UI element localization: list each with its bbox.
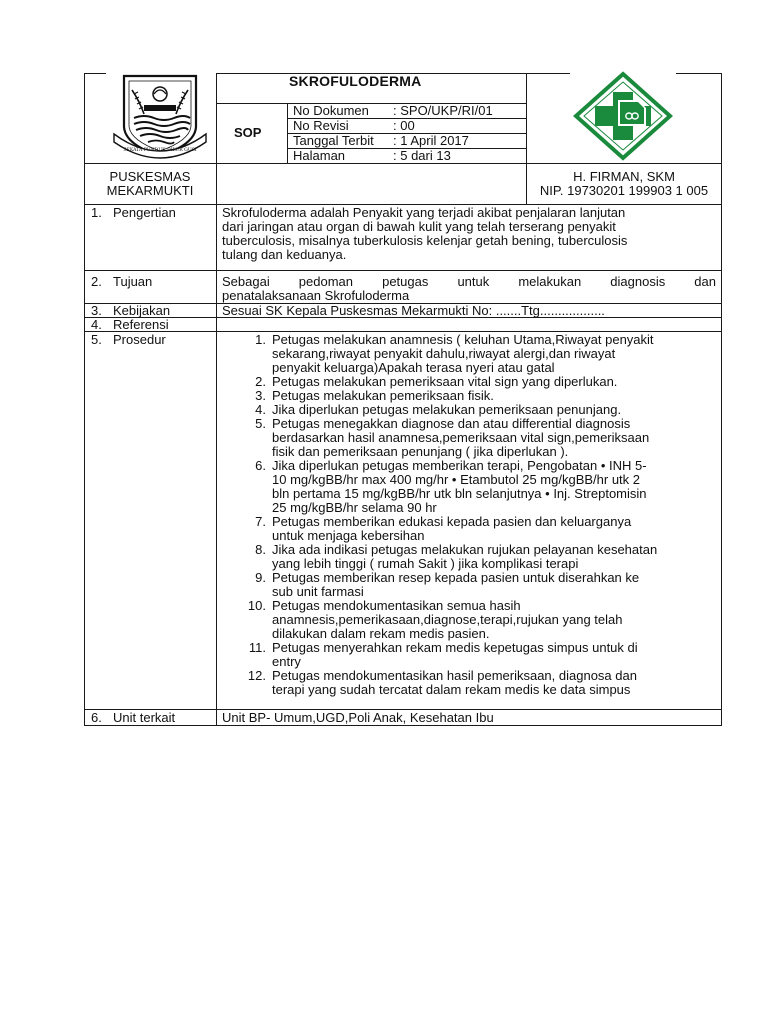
prosedur-item-num: 4. — [255, 402, 266, 417]
prosedur-item-text: Petugas memberikan resep kepada pasien untuk diserahkan ke sub unit farmasi — [272, 570, 640, 599]
revision-label: No Revisi — [293, 118, 349, 133]
prosedur-item-text: Petugas mendokumentasikan hasil pemeriksaan, diagnosa dan terapi yang sudah tercatat dalam rekam medis ke data simpus — [272, 668, 637, 697]
prosedur-item-text: Petugas menyerahkan rekam medis kepetugas simpus untuk di entry — [272, 640, 638, 669]
doc-number-value: : SPO/UKP/RI/01 — [393, 103, 493, 118]
prosedur-item — [240, 375, 720, 389]
issue-date-value: : 1 April 2017 — [393, 133, 469, 148]
prosedur-item-text: Jika diperlukan petugas melakukan pemeriksaan penunjang. — [272, 402, 622, 417]
row-pengertian-bottom — [84, 270, 722, 271]
tujuan-num: 2. — [91, 274, 102, 289]
prosedur-item-num: 3. — [255, 388, 266, 403]
prosedur-item — [240, 389, 720, 403]
unit-terkait-text: Unit BP- Umum,UGD,Poli Anak, Kesehatan Ibu — [222, 710, 494, 725]
prosedur-item-num: 12. — [247, 668, 266, 683]
signer-name: H. FIRMAN, SKM — [573, 169, 675, 184]
revision-value: : 00 — [393, 118, 415, 133]
prosedur-item — [240, 333, 720, 375]
pengertian-line: dari jaringan atau organ di bawah kulit yang telah terserang penyakit — [222, 219, 616, 234]
prosedur-item-text: Jika diperlukan petugas memberikan terapi, Pengobatan • INH 5- 10 mg/kgBB/hr max 400 mg/hr • Etambutol 25 mg/kgBB/hr utk 2 bln pertama 15 mg/kgBB/hr utk bln selanjutnya • Inj. Streptomisin 25 mg/kgBB/hr selama 90 hr — [272, 458, 647, 515]
prosedur-item-text: Petugas melakukan anamnesis ( keluhan Utama,Riwayat penyakit sekarang,riwayat penyakit dahulu,riwayat alergi,dan riwayat penyakit keluarga)Apakah terasa nyeri atau gatal — [272, 332, 654, 375]
kebijakan-label: Kebijakan — [113, 303, 171, 318]
puskesmas-cross-logo — [568, 70, 678, 162]
referensi-num: 4. — [91, 317, 102, 332]
prosedur-item-num: 9. — [255, 570, 266, 585]
table-top-border-right — [676, 73, 722, 74]
tujuan-line2: penatalaksanaan Skrofuloderma — [222, 288, 410, 303]
pengertian-line: tulang dan keduanya. — [222, 247, 347, 262]
prosedur-item — [240, 403, 720, 417]
prosedur-item-num: 7. — [255, 514, 266, 529]
pengertian-label: Pengertian — [113, 205, 176, 220]
sop-label: SOP — [234, 125, 262, 140]
prosedur-item-text: Petugas melakukan pemeriksaan vital sign yang diperlukan. — [272, 374, 618, 389]
puskesmas-name-line2: MEKARMUKTI — [106, 183, 194, 198]
page-value: : 5 dari 13 — [393, 148, 451, 163]
prosedur-item — [240, 571, 720, 599]
prosedur-label: Prosedur — [113, 332, 166, 347]
prosedur-item-num: 2. — [255, 374, 266, 389]
table-right-border — [721, 73, 722, 726]
prosedur-item-text: Petugas mendokumentasikan semua hasih anamnesis,pemerikasaan,diagnose,terapi,rujukan yang telah dilakukan dalam rekam medis pasien. — [272, 598, 623, 641]
pengertian-num: 1. — [91, 205, 102, 220]
pengertian-line: tuberculosis, misalnya tuberkulosis kelenjar getah bening, tuberculosis — [222, 233, 628, 248]
kebijakan-text: Sesuai SK Kepala Puskesmas Mekarmukti No: .......Ttg.................. — [222, 303, 605, 318]
prosedur-item — [240, 459, 720, 515]
tujuan-line1: Sebagai pedoman petugas untuk melakukan diagnosis dan — [222, 274, 716, 289]
table-bottom-border — [84, 725, 722, 726]
issue-date-label: Tanggal Terbit — [293, 133, 374, 148]
regional-emblem-logo — [104, 72, 216, 164]
tujuan-label: Tujuan — [113, 274, 153, 289]
table-top-border — [84, 73, 106, 74]
prosedur-item-num: 10. — [247, 598, 266, 613]
kebijakan-num: 3. — [91, 303, 102, 318]
page-label: Halaman — [293, 148, 346, 163]
prosedur-item — [240, 669, 720, 697]
prosedur-item-text: Petugas memberikan edukasi kepada pasien dan keluarganya untuk menjaga kebersihan — [272, 514, 632, 543]
prosedur-item-text: Jika ada indikasi petugas melakukan rujukan pelayanan kesehatan yang lebih tinggi ( rumah Sakit ) jika komplikasi terapi — [272, 542, 658, 571]
prosedur-item — [240, 641, 720, 669]
referensi-label: Referensi — [113, 317, 169, 332]
doc-number-label: No Dokumen — [293, 103, 369, 118]
prosedur-item — [240, 417, 720, 459]
prosedur-item-text: Petugas melakukan pemeriksaan fisik. — [272, 388, 494, 403]
prosedur-item-num: 5. — [255, 416, 266, 431]
unit-terkait-num: 6. — [91, 710, 102, 725]
prosedur-item-num: 6. — [255, 458, 266, 473]
prosedur-item — [240, 599, 720, 641]
prosedur-list — [240, 333, 720, 697]
prosedur-item — [240, 543, 720, 571]
signer-nip: NIP. 19730201 199903 1 005 — [539, 183, 709, 198]
emblem-motto: SEKATA PUNDUK DILUR GUSI — [123, 148, 197, 153]
document-title: SKROFULODERMA — [289, 73, 422, 89]
unit-terkait-label: Unit terkait — [113, 710, 176, 725]
prosedur-item — [240, 515, 720, 543]
prosedur-item-num: 8. — [255, 542, 266, 557]
prosedur-item-num: 11. — [248, 640, 266, 655]
header-col-sep-1 — [216, 73, 217, 726]
pengertian-line: Skrofuloderma adalah Penyakit yang terjadi akibat penjalaran lanjutan — [222, 205, 626, 220]
prosedur-item-num: 1. — [255, 332, 266, 347]
prosedur-item-text: Petugas menegakkan diagnose dan atau differential diagnosis berdasarkan hasil anamnesa,pemeriksaan vital sign,pemeriksaan fisik dan pemeriksaan penunjang ( jika diperlukan ). — [272, 416, 650, 459]
prosedur-num: 5. — [91, 332, 102, 347]
puskesmas-name-line1: PUSKESMAS — [109, 169, 191, 184]
